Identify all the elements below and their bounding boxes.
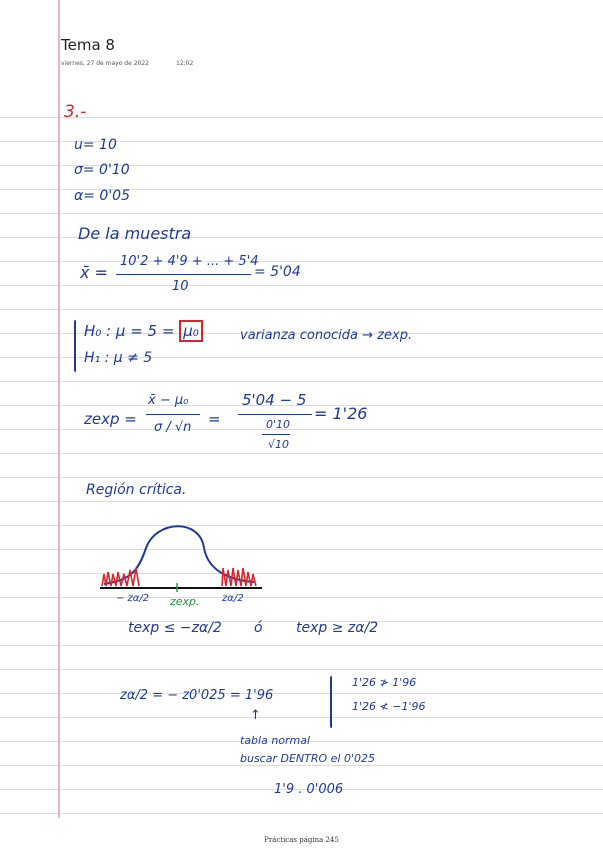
given-alpha: α= 0'05	[74, 188, 130, 204]
zexp-equals: =	[208, 410, 221, 428]
h0-boxed-mu0: μ₀	[179, 320, 203, 342]
zexp-numerator-1: x̄ − μ₀	[148, 393, 189, 408]
note-date: viernes, 27 de mayo de 2022	[61, 60, 149, 67]
condition-right: texp ≥ zα/2	[296, 620, 379, 636]
z-critical-calc: zα/2 = − z0'025 = 1'96	[120, 688, 274, 703]
up-arrow: ↑	[250, 708, 261, 723]
given-sigma: σ= 0'10	[74, 162, 130, 178]
label-zexp: zexp.	[170, 595, 200, 608]
note-time: 12:02	[176, 60, 194, 67]
zexp-numerator-2: 5'04 − 5	[242, 391, 307, 409]
xbar-denominator: 10	[172, 279, 189, 294]
comparison-2: 1'26 ≮ −1'96	[352, 700, 426, 713]
comparison-1: 1'26 ≯ 1'96	[352, 676, 417, 689]
xbar-result: = 5'04	[254, 264, 301, 280]
region-critica-heading: Región crítica.	[86, 482, 187, 498]
right-rejection-region	[222, 568, 256, 586]
condition-left: texp ≤ −zα/2	[128, 620, 222, 636]
problem-number: 3.-	[64, 102, 87, 122]
given-mu: u= 10	[74, 137, 117, 153]
h0-text: H₀ : μ = 5 =	[84, 322, 175, 340]
h1-hypothesis: H₁ : μ ≠ 5	[84, 350, 153, 366]
zexp-denominator-1: σ / √n	[154, 420, 192, 435]
zexp-denominator-2b: √10	[268, 438, 290, 451]
note-title: Tema 8	[61, 36, 115, 54]
zexp-lhs: zexp =	[84, 410, 137, 428]
tabla-note-2: buscar DENTRO el 0'025	[240, 752, 375, 765]
zexp-result: = 1'26	[314, 404, 368, 423]
label-minus-z-alpha-half: − zα/2	[116, 593, 150, 604]
xbar-numerator: 10'2 + 4'9 + ... + 5'4	[120, 254, 259, 269]
de-la-muestra: De la muestra	[78, 224, 192, 243]
zexp-denominator-2a: 0'10	[266, 418, 291, 431]
varianza-note: varianza conocida → zexp.	[240, 328, 413, 343]
comparison-bracket	[330, 676, 332, 728]
condition-or: ó	[254, 620, 263, 636]
tabla-note-1: tabla normal	[240, 734, 311, 747]
tabla-note-3: 1'9 . 0'006	[274, 782, 344, 797]
xbar-lhs: x̄ =	[80, 263, 108, 282]
page-footer: Prácticas página 245	[264, 836, 339, 844]
label-z-alpha-half: zα/2	[222, 593, 244, 604]
